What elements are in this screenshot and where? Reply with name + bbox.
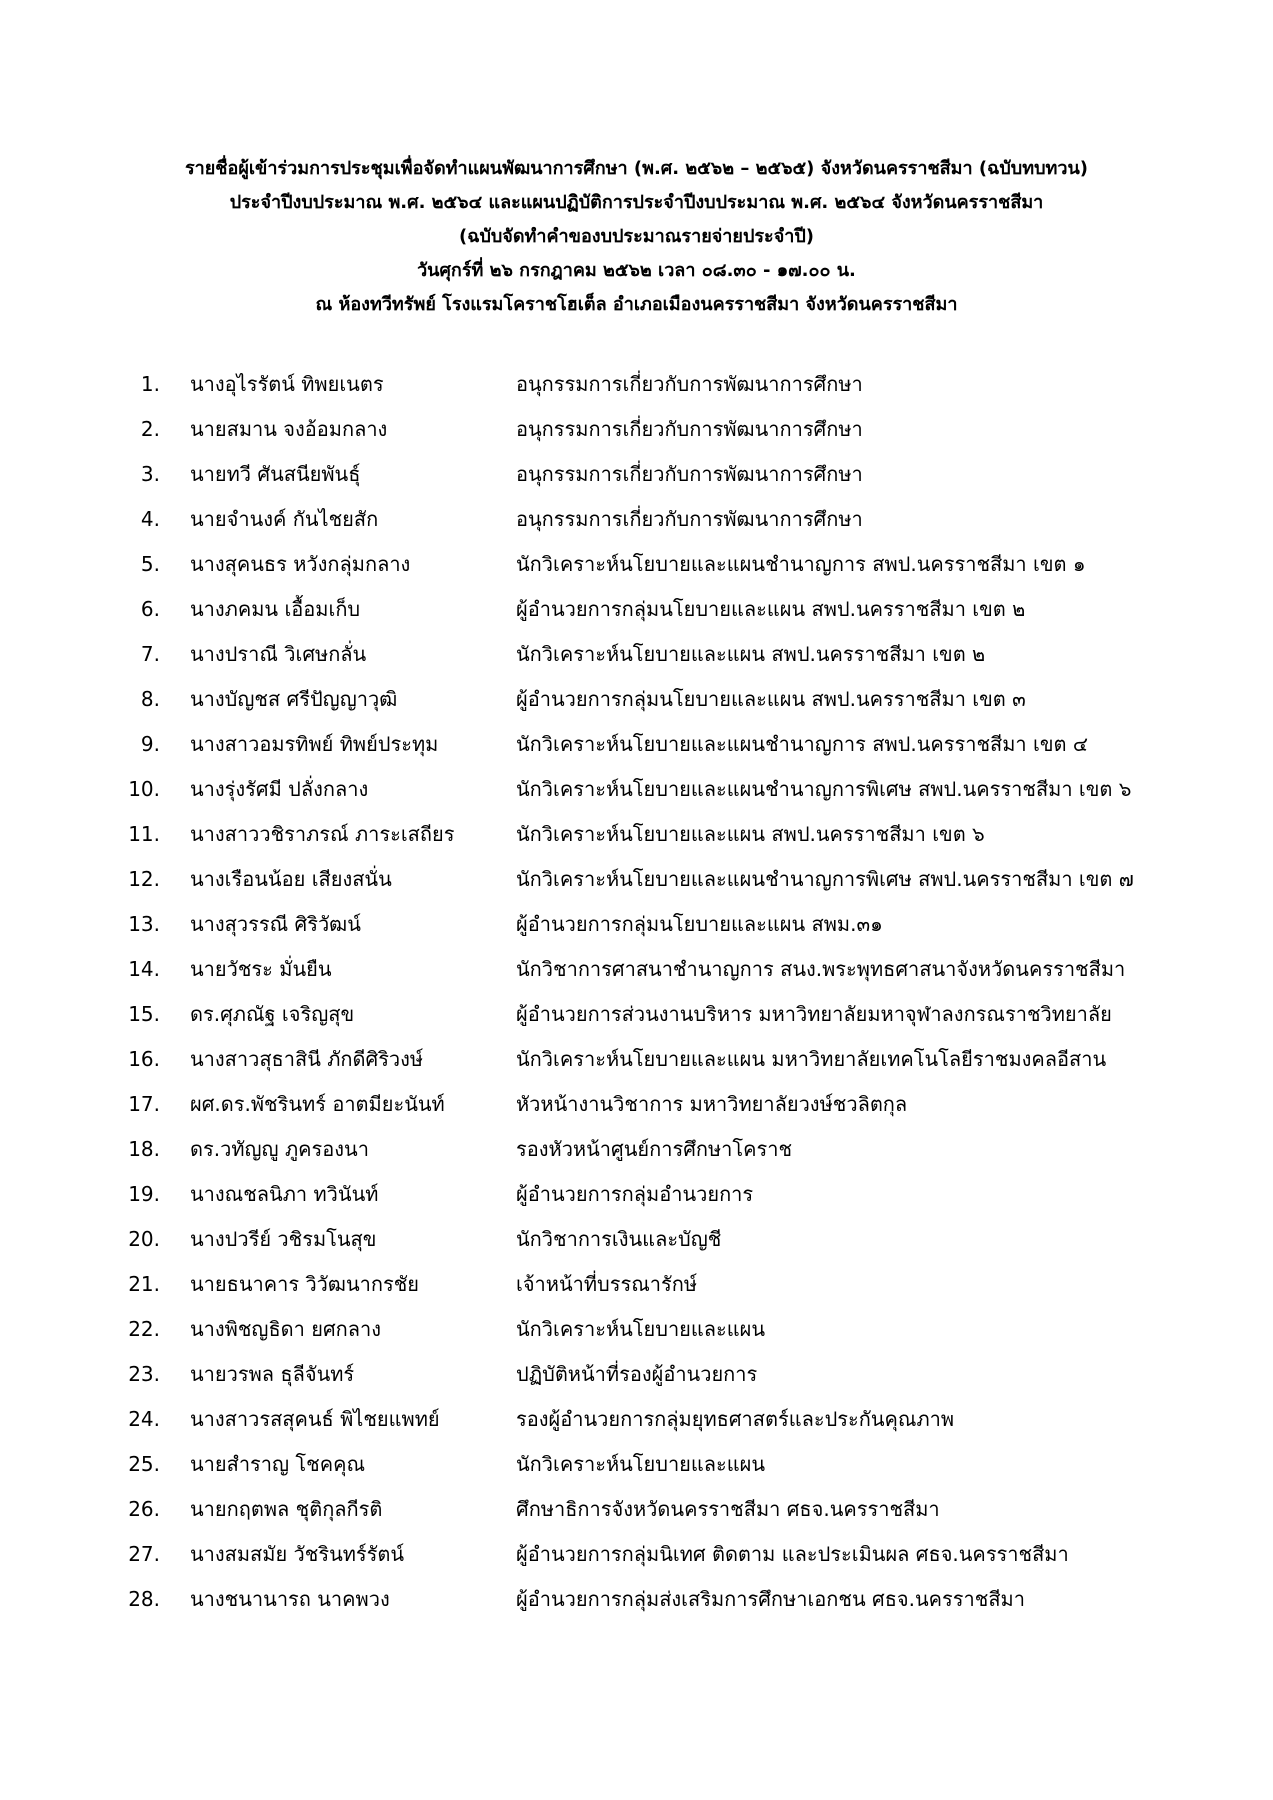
attendee-name: นายวัชระ มั่นยืน bbox=[190, 957, 332, 981]
attendee-number: 10. bbox=[128, 777, 160, 801]
attendee-name: นางปราณี วิเศษกลั่น bbox=[190, 642, 367, 666]
header-title-line-3: (ฉบับจัดทำคำของบประมาณรายจ่ายประจำปี) bbox=[458, 226, 815, 247]
attendee-number: 15. bbox=[128, 1002, 160, 1026]
attendee-number: 21. bbox=[128, 1272, 160, 1296]
attendee-position: ศึกษาธิการจังหวัดนครราชสีมา ศธจ.นครราชสีมา bbox=[516, 1497, 940, 1521]
attendee-list bbox=[0, 362, 1273, 1622]
attendee-name: นางบัญชส ศรีปัญญาวุฒิ bbox=[190, 687, 398, 711]
attendee-name: นางสาวอมรทิพย์ ทิพย์ประทุม bbox=[190, 732, 439, 756]
attendee-position: ผู้อำนวยการกลุ่มส่งเสริมการศึกษาเอกชน ศธจ.นครราชสีมา bbox=[516, 1587, 1025, 1611]
attendee-number: 26. bbox=[128, 1497, 160, 1521]
attendee-number: 16. bbox=[128, 1047, 160, 1071]
attendee-position: นักวิเคราะห์นโยบายและแผน bbox=[516, 1452, 766, 1476]
attendee-name: นางปวรีย์ วชิรมโนสุข bbox=[190, 1227, 377, 1251]
attendee-name: นายจำนงค์ กันไชยสัก bbox=[190, 507, 379, 531]
attendee-position: อนุกรรมการเกี่ยวกับการพัฒนาการศึกษา bbox=[516, 462, 863, 486]
attendee-row bbox=[0, 1307, 1273, 1352]
attendee-name: นางสุคนธร หวังกลุ่มกลาง bbox=[190, 552, 411, 576]
attendee-number: 13. bbox=[128, 912, 160, 936]
attendee-position: นักวิชาการเงินและบัญชี bbox=[516, 1227, 722, 1251]
attendee-position: นักวิเคราะห์นโยบายและแผน สพป.นครราชสีมา เขต ๒ bbox=[516, 642, 986, 666]
attendee-name: ดร.ศุภณัฐ เจริญสุข bbox=[190, 1002, 355, 1026]
attendee-position: อนุกรรมการเกี่ยวกับการพัฒนาการศึกษา bbox=[516, 507, 863, 531]
attendee-number: 12. bbox=[128, 867, 160, 891]
attendee-number: 19. bbox=[128, 1182, 160, 1206]
attendee-number: 27. bbox=[128, 1542, 160, 1566]
attendee-name: นางภคมน เอื้อมเก็บ bbox=[190, 597, 361, 621]
attendee-position: นักวิเคราะห์นโยบายและแผนชำนาญการ สพป.นครราชสีมา เขต ๔ bbox=[516, 732, 1089, 756]
attendee-row bbox=[0, 992, 1273, 1037]
attendee-name: นางสาวรสสุคนธ์ พิไชยแพทย์ bbox=[190, 1407, 440, 1431]
attendee-position: ผู้อำนวยการกลุ่มนิเทศ ติดตาม และประเมินผล ศธจ.นครราชสีมา bbox=[516, 1542, 1069, 1566]
attendee-position: รองผู้อำนวยการกลุ่มยุทธศาสตร์และประกันคุณภาพ bbox=[516, 1407, 955, 1431]
attendee-position: นักวิเคราะห์นโยบายและแผนชำนาญการพิเศษ สพป.นครราชสีมา เขต ๖ bbox=[516, 777, 1132, 801]
attendee-position: นักวิเคราะห์นโยบายและแผนชำนาญการพิเศษ สพป.นครราชสีมา เขต ๗ bbox=[516, 867, 1134, 891]
attendee-number: 3. bbox=[140, 462, 160, 486]
attendee-number: 17. bbox=[128, 1092, 160, 1116]
attendee-position: ผู้อำนวยการกลุ่มนโยบายและแผน สพป.นครราชสีมา เขต ๓ bbox=[516, 687, 1026, 711]
attendee-row bbox=[0, 1082, 1273, 1127]
attendee-position: นักวิเคราะห์นโยบายและแผน สพป.นครราชสีมา เขต ๖ bbox=[516, 822, 985, 846]
attendee-name: นายกฤตพล ชุติกุลกีรติ bbox=[190, 1497, 383, 1521]
attendee-row bbox=[0, 947, 1273, 992]
header-venue-line: ณ ห้องทวีทรัพย์ โรงแรมโคราชโฮเต็ล อำเภอเมืองนครราชสีมา จังหวัดนครราชสีมา bbox=[315, 294, 958, 315]
attendee-row bbox=[0, 857, 1273, 902]
attendee-row bbox=[0, 1037, 1273, 1082]
attendee-position: รองหัวหน้าศูนย์การศึกษาโคราช bbox=[516, 1137, 793, 1161]
attendee-number: 22. bbox=[128, 1317, 160, 1341]
attendee-name: นางณชลนิภา ทวินันท์ bbox=[190, 1182, 379, 1206]
attendee-row bbox=[0, 1442, 1273, 1487]
attendee-number: 1. bbox=[140, 372, 160, 396]
attendee-name: นายสำราญ โชคคุณ bbox=[190, 1452, 366, 1476]
attendee-row bbox=[0, 767, 1273, 812]
attendee-position: ผู้อำนวยการกลุ่มอำนวยการ bbox=[516, 1182, 754, 1206]
document-header bbox=[0, 152, 1273, 322]
attendee-row bbox=[0, 722, 1273, 767]
attendee-number: 5. bbox=[140, 552, 160, 576]
attendee-name: ดร.วทัญญู ภูครองนา bbox=[190, 1137, 369, 1161]
attendee-position: ผู้อำนวยการกลุ่มนโยบายและแผน สพม.๓๑ bbox=[516, 912, 883, 936]
attendee-name: ผศ.ดร.พัชรินทร์ อาตมียะนันท์ bbox=[190, 1092, 445, 1116]
attendee-name: นางสุวรรณี ศิริวัฒน์ bbox=[190, 912, 361, 936]
attendee-number: 14. bbox=[128, 957, 160, 981]
attendee-number: 24. bbox=[128, 1407, 160, 1431]
attendee-row bbox=[0, 1397, 1273, 1442]
attendee-row bbox=[0, 1262, 1273, 1307]
attendee-row bbox=[0, 497, 1273, 542]
attendee-position: หัวหน้างานวิชาการ มหาวิทยาลัยวงษ์ชวลิตกุล bbox=[516, 1092, 908, 1116]
attendee-number: 9. bbox=[140, 732, 160, 756]
attendee-position: ผู้อำนวยการส่วนงานบริหาร มหาวิทยาลัยมหาจุฬาลงกรณราชวิทยาลัย bbox=[516, 1002, 1112, 1026]
attendee-row bbox=[0, 677, 1273, 722]
attendee-row bbox=[0, 1172, 1273, 1217]
attendee-position: อนุกรรมการเกี่ยวกับการพัฒนาการศึกษา bbox=[516, 372, 863, 396]
attendee-number: 23. bbox=[128, 1362, 160, 1386]
attendee-row bbox=[0, 902, 1273, 947]
header-date-line: วันศุกร์ที่ ๒๖ กรกฎาคม ๒๕๖๒ เวลา ๐๘.๓๐ - ๑๗.๐๐ น. bbox=[417, 260, 856, 281]
attendee-name: นายธนาคาร วิวัฒนากรชัย bbox=[190, 1272, 420, 1296]
attendee-number: 4. bbox=[140, 507, 160, 531]
attendee-row bbox=[0, 812, 1273, 857]
attendee-row bbox=[0, 452, 1273, 497]
attendee-name: นางรุ่งรัศมี ปลั่งกลาง bbox=[190, 777, 369, 801]
attendee-name: นางเรือนน้อย เสียงสนั่น bbox=[190, 867, 392, 891]
attendee-number: 7. bbox=[140, 642, 160, 666]
attendee-name: นางสาววชิราภรณ์ ภาระเสถียร bbox=[190, 822, 455, 846]
attendee-name: นางชนานารถ นาคพวง bbox=[190, 1587, 390, 1611]
attendee-row bbox=[0, 1532, 1273, 1577]
attendee-position: อนุกรรมการเกี่ยวกับการพัฒนาการศึกษา bbox=[516, 417, 863, 441]
attendee-number: 18. bbox=[128, 1137, 160, 1161]
attendee-number: 25. bbox=[128, 1452, 160, 1476]
attendee-row bbox=[0, 362, 1273, 407]
attendee-name: นายทวี ศันสนียพันธุ์ bbox=[190, 462, 361, 486]
attendee-row bbox=[0, 1352, 1273, 1397]
attendee-number: 11. bbox=[128, 822, 160, 846]
attendee-name: นายวรพล ธุลีจันทร์ bbox=[190, 1362, 355, 1386]
attendee-row bbox=[0, 542, 1273, 587]
attendee-row bbox=[0, 1127, 1273, 1172]
attendee-position: ปฏิบัติหน้าที่รองผู้อำนวยการ bbox=[516, 1362, 758, 1386]
attendee-number: 8. bbox=[140, 687, 160, 711]
header-title-line-2: ประจำปีงบประมาณ พ.ศ. ๒๕๖๔ และแผนปฏิบัติการประจำปีงบประมาณ พ.ศ. ๒๕๖๔ จังหวัดนครราชสีมา bbox=[229, 192, 1044, 213]
attendee-number: 2. bbox=[140, 417, 160, 441]
attendee-row bbox=[0, 1577, 1273, 1622]
header-title-line-1: รายชื่อผู้เข้าร่วมการประชุมเพื่อจัดทำแผนพัฒนาการศึกษา (พ.ศ. ๒๕๖๒ – ๒๕๖๕) จังหวัดนครราชสีมา (ฉบับทบทวน) bbox=[184, 158, 1089, 179]
attendee-position: นักวิเคราะห์นโยบายและแผน bbox=[516, 1317, 766, 1341]
attendee-name: นางสมสมัย วัชรินทร์รัตน์ bbox=[190, 1542, 405, 1566]
attendee-number: 20. bbox=[128, 1227, 160, 1251]
attendee-row bbox=[0, 632, 1273, 677]
attendee-name: นางพิชญธิดา ยศกลาง bbox=[190, 1317, 382, 1341]
attendee-position: เจ้าหน้าที่บรรณารักษ์ bbox=[516, 1272, 698, 1296]
attendee-name: นางอุไรรัตน์ ทิพยเนตร bbox=[190, 372, 384, 396]
attendee-name: นางสาวสุธาสินี ภักดีศิริวงษ์ bbox=[190, 1047, 424, 1071]
attendee-position: นักวิชาการศาสนาชำนาญการ สนง.พระพุทธศาสนาจังหวัดนครราชสีมา bbox=[516, 957, 1126, 981]
attendee-row bbox=[0, 1487, 1273, 1532]
attendee-position: นักวิเคราะห์นโยบายและแผน มหาวิทยาลัยเทคโนโลยีราชมงคลอีสาน bbox=[516, 1047, 1107, 1071]
attendee-number: 28. bbox=[128, 1587, 160, 1611]
attendee-row bbox=[0, 587, 1273, 632]
attendee-row bbox=[0, 407, 1273, 452]
attendee-row bbox=[0, 1217, 1273, 1262]
attendee-name: นายสมาน จงอ้อมกลาง bbox=[190, 417, 388, 441]
attendee-position: นักวิเคราะห์นโยบายและแผนชำนาญการ สพป.นครราชสีมา เขต ๑ bbox=[516, 552, 1086, 576]
attendee-number: 6. bbox=[140, 597, 160, 621]
attendee-position: ผู้อำนวยการกลุ่มนโยบายและแผน สพป.นครราชสีมา เขต ๒ bbox=[516, 597, 1026, 621]
